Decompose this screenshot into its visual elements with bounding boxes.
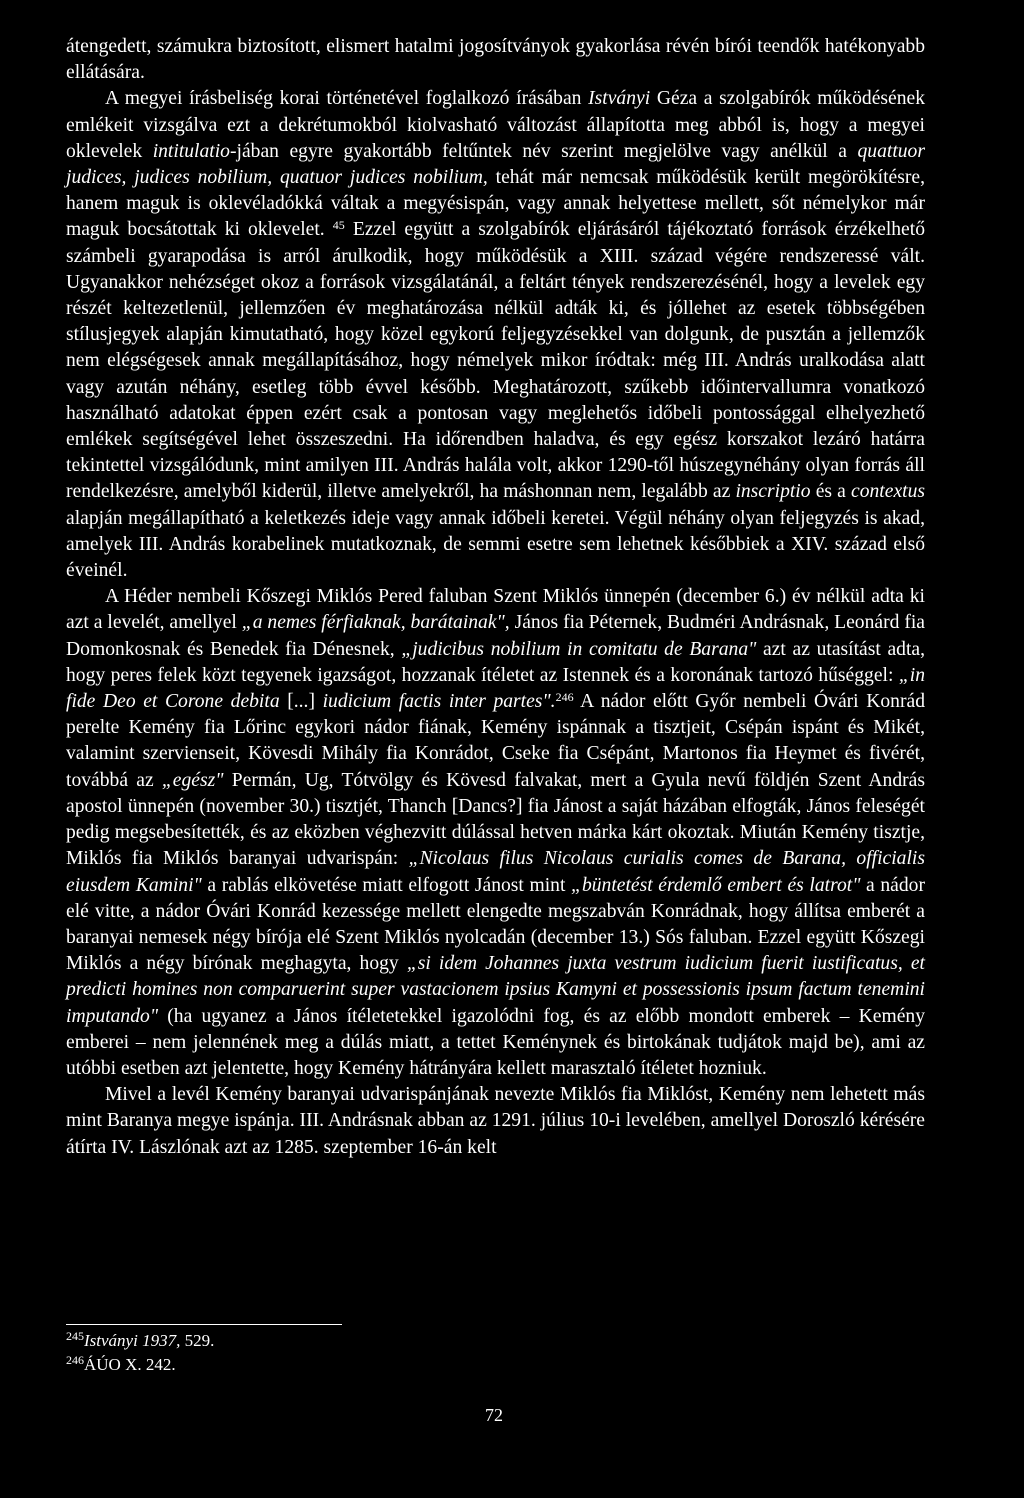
italic-run: „egész" [161,769,224,791]
text-run: [...] [279,691,323,713]
italic-run: iudicium factis inter partes". [322,691,556,713]
footnote-ref: ÁÚO X. 242. [84,1355,176,1374]
text-run: A Héder nembeli Kőszegi Miklós Pered faluban Szent Miklós ünnepén (december 6.) év nélkül adta ki azt a levelét, amellyel [66,586,925,634]
page-number: 72 [485,1405,503,1425]
footnote-245 [66,1329,566,1353]
footnote-divider [66,1324,342,1325]
text-run: János fia Péternek, Budméri Andrásnak, Leonárd fia Domonkosnak és Benedek fia Dénesnek, [66,612,926,660]
italic-run: „si idem Johannes juxta vestrum iudicium fuerit iustificatus, et predicti homines non comparuerint super vastacionem ipsius Kamyni et possessionis ipsum factum tenemini imputando" [66,953,925,1027]
italic-run: „in fide Deo et Corone debita [66,664,925,713]
italic-run: „judicibus nobilium in comitatu de Barana" [401,638,757,660]
italic-run: „büntetést érdemlő embert és latrot" [571,874,861,896]
footnote-marker: 45 [332,218,345,233]
footnote-ref: 529. [180,1331,215,1350]
text-run: A megyei írásbeliség korai történetével foglalkozó írásában [105,88,589,110]
italic-run: quattuor judices, judices nobilium, quatuor judices nobilium, [66,140,925,189]
footnote-246 [66,1353,566,1377]
text-run: a nádor elé vitte, a nádor Óvári Konrád kezessége mellett elengedte megszabván Konrádnak, hogy állítsa emberét a baranyai nemesek négy bírója elé Szent Miklós nyolcadán (december 13.) Sós faluban. Ezzel együtt Kőszegi Miklós a négy bírónak meghagyta, hogy [66,874,925,975]
footnote-source: Istványi 1937, [84,1331,181,1350]
paragraph-1 [66,34,925,86]
italic-run: „a nemes férfiaknak, barátainak", [241,612,510,634]
paragraph-3 [66,584,925,1082]
footnote-number: 245 [66,1329,84,1343]
footnote-number: 246 [66,1353,84,1367]
text-run: Ezzel együtt a szolgabírók eljárásáról tájékoztató források érzékelhető számbeli gyarapodása is arról árulkodik, hogy működésük a XIII. század végére rendszeressé vált. Ugyanakkor nehézséget okoz a források vizsgálatánál, a feltárt tények rendszerezésénél, hogy a levelek egy részét keltezetlenül, jellemzően év meghatározása nélkül adták ki, és jóllehet az esetek többségében stílusjegyek alapján kimutatható, hogy közel egykorú feljegyzésekkel van dolgunk, de pusztán a jellemzők nem elégségesek annak megállapításához, hogy némelyek mikor íródtak: még III. András uralkodása alatt vagy azután néhány, esetleg több évvel később. Meghatározott, szűkebb időintervallumra vonatkozó használható adatokat éppen ezért csak a pontosan vagy meglehetős időbeli pontossággal elhelyezhető emlékek segítségével lehet összeszedni. Ha időrendben haladva, és egy egész korszakot lezáró határra tekintettel vizsgálódunk, mint amilyen III. András halála volt, akkor 1290-től húszegynéhány olyan forrás áll rendelkezésre, amelyből kiderül, illetve amelyekről, ha máshonnan nem, legalább az [66,219,925,503]
footnote-marker: 246 [555,690,574,705]
footnotes [66,1329,566,1377]
italic-run: „Nicolaus filus Nicolaus curialis comes de Barana, officialis eiusdem Kamini" [66,848,925,896]
text-run: Permán, Ug, Tótvölgy és Kövesd falvakat, mert a Gyula nevű földjén Szent András apostol ünnepén (november 30.) tisztjét, Thanch [Dancs?] fia Jánost a saját házában elfogták, János feleségét pedig megsebesítették, és az eközben véghezvitt dúlással hetven márka kárt okoztak. Miután Kemény tisztje, Miklós fia Miklós baranyai udvarispán: [66,769,925,870]
italic-run: intitulatio [152,140,230,162]
paragraph-2 [66,86,925,584]
text-run: Mivel a levél Kemény baranyai udvarispánjának nevezte Miklós fia Miklóst, Kemény nem lehetett más mint Baranya megye ispánja. III. Andrásnak abban az 1291. július 10-i levelében, amellyel Doroszló kérésére átírta IV. Lászlónak azt az 1285. szeptember 16-án kelt [66,1084,925,1158]
text-run: átengedett, számukra biztosított, elismert hatalmi jogosítványok gyakorlása révén bírói teendők hatékonyabb ellátására. [66,36,925,84]
text-run: A nádor előtt Győr nembeli Óvári Konrád perelte Kemény fia Lőrinc egykori nádor fiának, Kemény ispánnak a tisztjeit, Csépán ispánt és Mikét, valamint szervienseit, Kövesdi Mihály fia Konrádot, Cseke fia Csépánt, Martonos fia Heymet és fivérét, továbbá az [66,691,925,791]
text-run: Géza a szolgabírók működésének emlékeit vizsgálva ezt a dekrétumokból kiolvasható változást állapította meg abból is, hogy a megyei oklevelek [66,88,926,162]
body-text [66,34,925,1161]
text-run: tehát már nemcsak működésük került megörökítésre, hanem maguk is oklevéladókká váltak a megyésispán, vagy annak helyettese mellett, sőt némelykor már maguk bocsátottak ki oklevelet. [66,167,925,241]
text-run: alapján megállapítható a keletkezés ideje vagy annak időbeli keretei. Végül néhány olyan feljegyzés is akad, amelyek III. András korabelinek mutatkoznak, de semmi esetre sem lehetnek későbbiek a XIV. század első éveinél. [66,507,925,582]
text-run: és a [810,481,852,503]
italic-run: inscriptio [735,481,811,503]
italic-run: contextus [851,481,926,503]
italic-run: Istványi [588,88,651,110]
text-run: a rablás elkövetése miatt elfogott Jánost mint [201,874,572,896]
text-run: -jában egyre gyakortább feltűntek név szerint megjelölve vagy anélkül a [229,140,858,162]
text-run: azt az utasítást adta, hogy peres felek közt tegyenek igazságot, hozzanak ítéletet az Istennek és a koronának tartozó hűséggel: [66,638,925,686]
text-run: (ha ugyanez a János ítéletetekkel igazolódni fog, és az előbb mondott emberek – Kemény emberei – nem jelennének meg a dúlás miatt, a tettet Keménynek és birtokának tudjátok majd be), ami az utóbbi esetben azt jelentette, hogy Kemény hátrányára kellett marasztaló ítéletet hozniuk. [66,1005,925,1079]
paragraph-4 [66,1082,925,1161]
